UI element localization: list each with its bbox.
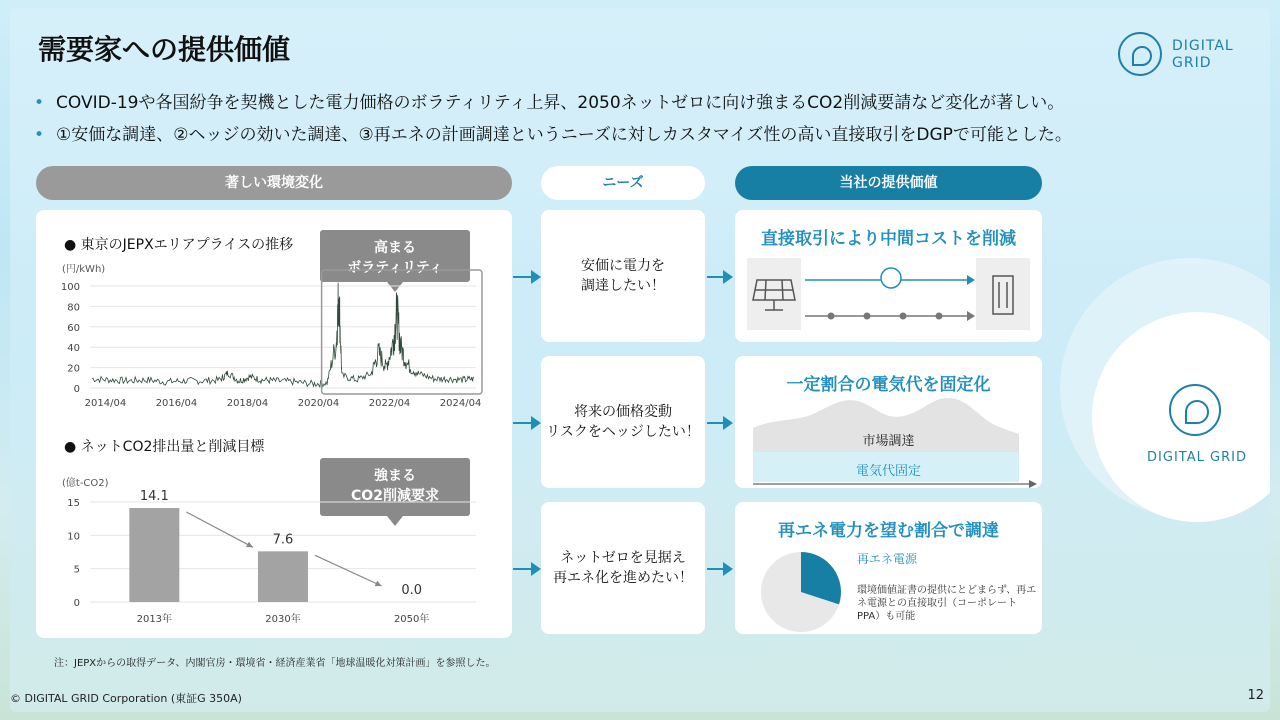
direct-trade-diagram — [735, 210, 1042, 342]
co2-data-label: 14.1 — [139, 489, 169, 504]
direct-trade-arrowhead — [967, 275, 975, 285]
needs-header: ニーズ — [541, 166, 705, 200]
co2-x-tick: 2013年 — [136, 614, 173, 625]
jepx-y-tick: 20 — [67, 363, 80, 375]
dg-small-logo-icon — [881, 268, 901, 288]
desc-line-3: PPA）も可能 — [857, 611, 916, 622]
bullet-1-text: COVID-19や各国紛争を契機とした電力価格のボラティリティ上昇、2050ネットゼロに向け強まるCO2削減要請など変化が著しい。 — [56, 93, 1065, 113]
need-2-text — [541, 402, 705, 442]
slide — [10, 8, 1270, 712]
jepx-x-tick: 2020/04 — [297, 398, 340, 409]
co2-y-tick: 15 — [67, 498, 80, 509]
volatility-highlight-box — [322, 270, 482, 394]
co2-y-unit: (億t-CO2) — [62, 478, 109, 489]
arrow-env-to-need-3 — [513, 568, 539, 570]
value-card-1 — [735, 210, 1042, 342]
volatility-callout-line2: ボラティリティ — [347, 260, 443, 276]
volatility-callout-line1: 高まる — [374, 240, 416, 256]
dg-logo-icon — [1169, 384, 1221, 436]
conventional-trade-arrowhead — [967, 311, 975, 321]
arrow-env-to-need-1 — [513, 276, 539, 278]
co2-data-label: 0.0 — [401, 583, 423, 598]
need-2-line2: リスクをヘッジしたい！ — [546, 424, 700, 440]
need-card-1 — [541, 210, 705, 342]
need-3-text — [541, 548, 705, 588]
building-box — [976, 258, 1030, 330]
jepx-x-tick: 2014/04 — [84, 398, 127, 409]
copyright-footer: © DIGITAL GRID Corporation (東証G 350A) — [10, 692, 242, 705]
renewable-legend: 再エネ電源 — [857, 552, 918, 566]
desc-line-2: ネ電源との直接取引（コーポレート — [857, 598, 1017, 609]
env-change-header: 著しい環境変化 — [36, 166, 512, 200]
need-1-line1: 安価に電力を — [581, 258, 665, 274]
intermediary-dot — [900, 313, 907, 320]
jepx-y-tick: 60 — [67, 322, 80, 334]
value-1-title: 直接取引により中間コストを削減 — [761, 229, 1016, 249]
need-card-2 — [541, 356, 705, 488]
arrow-need-to-value-3 — [707, 568, 731, 570]
solar-panel-box — [747, 258, 801, 330]
source-note: 注：JEPXからの取得データ、内閣官房・環境省・経済産業省「地球温暖化対策計画」を参照した。 — [54, 658, 496, 669]
jepx-y-tick: 0 — [73, 384, 80, 395]
jepx-y-tick: 80 — [67, 302, 80, 314]
need-3-line1: ネットゼロを見据え — [560, 550, 686, 566]
need-3-line2: 再エネ化を進めたい！ — [553, 570, 693, 586]
logo-text-line2: GRID — [1172, 55, 1212, 71]
logo-icon — [1118, 32, 1162, 76]
arrow-need-to-value-2 — [707, 422, 731, 424]
jepx-chart-title: ● 東京のJEPXエリアプライスの推移 — [64, 237, 294, 253]
co2-callout-line2: CO2削減要求 — [351, 488, 439, 504]
side-logo-text: DIGITAL GRID — [1147, 450, 1247, 465]
bullet-2-text: ①安価な調達、②ヘッジの効いた調達、③再エネの計画調達というニーズに対しカスタマイズ性の高い直接取引をDGPで可能とした。 — [56, 125, 1072, 145]
value-2-title: 一定割合の電気代を固定化 — [786, 375, 991, 395]
co2-data-label: 7.6 — [272, 532, 294, 548]
co2-bar — [258, 551, 308, 602]
co2-x-tick: 2030年 — [265, 614, 301, 625]
co2-chart-title: ● ネットCO2排出量と削減目標 — [64, 439, 265, 455]
intermediary-dot — [864, 313, 871, 320]
jepx-x-tick: 2022/04 — [368, 398, 411, 409]
bullet-dot-icon: • — [34, 125, 45, 145]
intermediary-dot — [828, 313, 835, 320]
desc-line-1: 環境価値証書の提供にとどまらず、再エ — [857, 585, 1037, 596]
co2-bar — [129, 508, 179, 602]
co2-y-tick: 0 — [73, 598, 80, 609]
jepx-x-tick: 2016/04 — [155, 398, 198, 409]
co2-trend-arrow — [186, 512, 253, 547]
value-card-3 — [735, 502, 1042, 634]
time-axis-arrowhead — [1029, 480, 1037, 488]
need-2-line1: 将来の価格変動 — [574, 404, 672, 420]
renewable-description — [857, 584, 1036, 623]
co2-trend-arrow — [315, 555, 382, 586]
value-card-2 — [735, 356, 1042, 488]
fixed-label: 電気代固定 — [855, 464, 921, 479]
intermediary-dot — [936, 313, 943, 320]
co2-y-tick: 10 — [67, 531, 80, 543]
jepx-price-series — [92, 283, 474, 387]
bullet-dot-icon: • — [34, 93, 45, 113]
co2-emission-chart — [36, 468, 512, 638]
jepx-x-tick: 2018/04 — [226, 398, 269, 409]
jepx-y-tick: 40 — [67, 343, 80, 355]
bullet-2 — [34, 120, 1072, 145]
env-change-card — [36, 210, 512, 638]
co2-x-tick: 2050年 — [393, 614, 430, 625]
arrow-need-to-value-1 — [707, 276, 731, 278]
jepx-y-unit: (円/kWh) — [62, 264, 106, 275]
co2-y-tick: 5 — [73, 564, 80, 576]
value-header: 当社の提供価値 — [735, 166, 1042, 200]
need-card-3 — [541, 502, 705, 634]
need-1-line2: 調達したい！ — [581, 278, 665, 294]
logo-text-line1: DIGITAL — [1172, 38, 1234, 54]
value-3-title: 再エネ電力を望む割合で調達 — [778, 521, 999, 541]
page-title: 需要家への提供価値 — [38, 33, 291, 66]
market-label: 市場調達 — [862, 434, 915, 449]
page-number: 12 — [1247, 688, 1264, 703]
jepx-x-tick: 2024/04 — [439, 398, 482, 409]
bullet-1 — [34, 88, 1064, 113]
renewable-pie-chart — [745, 542, 865, 642]
jepx-y-tick: 100 — [60, 282, 80, 293]
co2-callout-line1: 強まる — [374, 468, 416, 484]
arrow-env-to-need-2 — [513, 422, 539, 424]
need-1-text — [541, 256, 705, 296]
digital-grid-logo — [1118, 32, 1248, 80]
